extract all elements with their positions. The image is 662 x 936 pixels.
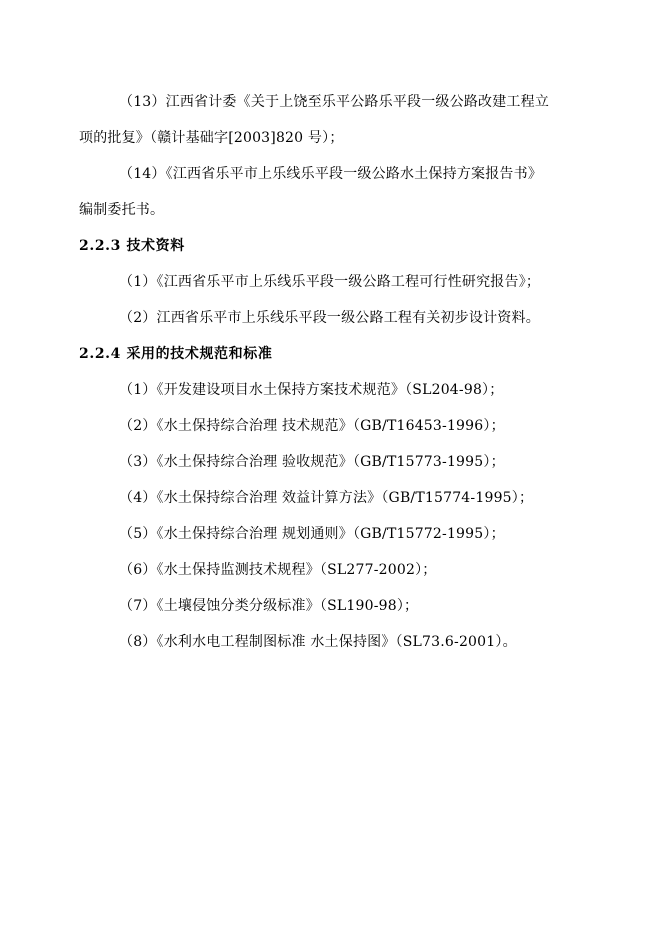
standard-item-6: （6）《水土保持监测技术规程》（SL277-2002）； (119, 562, 437, 578)
standard-item-4: （4）《水土保持综合治理 效益计算方法》（GB/T15774-1995）； (119, 490, 534, 506)
reference-item-13-line1: （13）江西省计委《关于上饶至乐平公路乐平段一级公路改建工程立 (119, 94, 550, 110)
standard-item-3: （3）《水土保持综合治理 验收规范》（GB/T15773-1995）； (119, 454, 505, 470)
reference-item-14-line1: （14）《江西省乐平市上乐线乐平段一级公路水土保持方案报告书》 (119, 166, 543, 182)
standard-item-5: （5）《水土保持综合治理 规划通则》（GB/T15772-1995）； (119, 526, 505, 542)
technical-material-item-1: （1）《江西省乐平市上乐线乐平段一级公路工程可行性研究报告》； (119, 274, 541, 290)
section-heading-standards: 2.2.4 采用的技术规范和标准 (79, 346, 273, 362)
standard-item-8: （8）《水利水电工程制图标准 水土保持图》（SL73.6-2001）。 (119, 634, 517, 650)
technical-material-item-2: （2）江西省乐平市上乐线乐平段一级公路工程有关初步设计资料。 (119, 310, 540, 326)
section-heading-technical-materials: 2.2.3 技术资料 (79, 238, 185, 254)
standard-item-7: （7）《土壤侵蚀分类分级标准》（SL190-98）； (119, 598, 419, 614)
standard-item-2: （2）《水土保持综合治理 技术规范》（GB/T16453-1996）； (119, 418, 505, 434)
standard-item-1: （1）《开发建设项目水土保持方案技术规范》（SL204-98）； (119, 382, 504, 398)
reference-item-14-line2: 编制委托书。 (79, 202, 165, 218)
reference-item-13-line2: 项的批复》（赣计基础字[2003]820 号）； (79, 130, 344, 146)
